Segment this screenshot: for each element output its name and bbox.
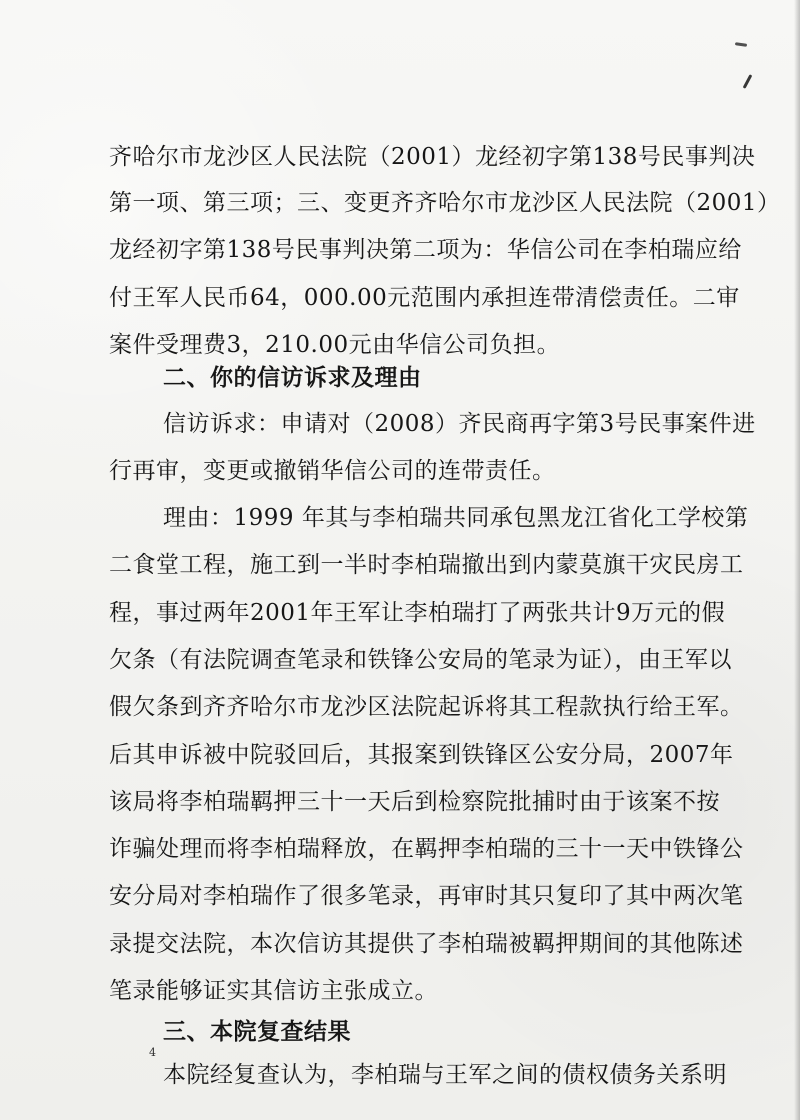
document-line-21: 本院经复查认为，李柏瑞与王军之间的债权债务关系明 xyxy=(163,1062,727,1088)
document-line-10: 二食堂工程，施工到一半时李柏瑞撤出到内蒙莫旗干灾民房工 xyxy=(109,552,744,578)
document-line-17: 安分局对李柏瑞作了很多笔录，再审时其只复印了其中两次笔 xyxy=(109,883,744,909)
document-line-9: 理由：1999 年其与李柏瑞共同承包黑龙江省化工学校第 xyxy=(163,505,749,531)
document-line-8: 行再审，变更或撤销华信公司的连带责任。 xyxy=(109,458,556,484)
document-line-15: 该局将李柏瑞羁押三十一天后到检察院批捕时由于该案不按 xyxy=(109,789,720,815)
document-line-5: 案件受理费3，210.00元由华信公司负担。 xyxy=(109,332,561,358)
document-line-12: 欠条（有法院调查笔录和铁锋公安局的笔录为证），由王军以 xyxy=(109,647,732,673)
document-line-7: 信访诉求：申请对（2008）齐民商再字第3号民事案件进 xyxy=(163,411,756,437)
document-line-13: 假欠条到齐齐哈尔市龙沙区法院起诉将其工程款执行给王军。 xyxy=(109,694,744,720)
document-line-3: 龙经初字第138号民事判决第二项为：华信公司在李柏瑞应给 xyxy=(109,237,742,263)
document-line-2: 第一项、第三项；三、变更齐齐哈尔市龙沙区人民法院（2001） xyxy=(109,190,781,216)
document-line-1: 齐哈尔市龙沙区人民法院（2001）龙经初字第138号民事判决 xyxy=(109,144,756,170)
document-line-19: 笔录能够证实其信访主张成立。 xyxy=(109,978,438,1004)
section-heading-2: 二、你的信访诉求及理由 xyxy=(163,364,422,391)
section-heading-3: 三、本院复查结果 xyxy=(163,1018,351,1045)
page-number: 4 xyxy=(149,1046,156,1059)
document-line-11: 程，事过两年2001年王军让李柏瑞打了两张共计9万元的假 xyxy=(109,600,726,626)
document-line-14: 后其申诉被中院驳回后，其报案到铁锋区公安分局，2007年 xyxy=(109,742,734,768)
document-line-18: 录提交法院，本次信访其提供了李柏瑞被羁押期间的其他陈述 xyxy=(109,931,744,957)
document-line-16: 诈骗处理而将李柏瑞释放，在羁押李柏瑞的三十一天中铁锋公 xyxy=(109,836,744,862)
document-line-4: 付王军人民币64，000.00元范围内承担连带清偿责任。二审 xyxy=(109,285,740,311)
